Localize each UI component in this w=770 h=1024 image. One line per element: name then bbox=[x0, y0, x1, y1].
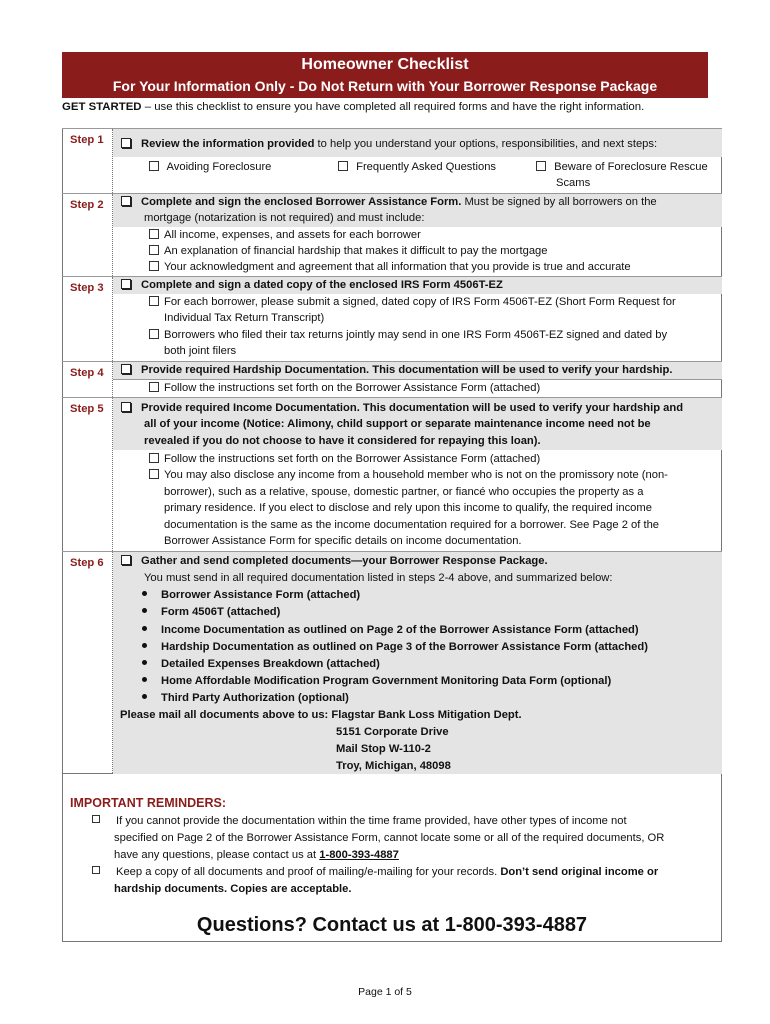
reminders-title: IMPORTANT REMINDERS: bbox=[70, 796, 227, 810]
step-2-heading-cont: mortgage (notarization is not required) and must include: bbox=[144, 212, 425, 224]
bullet-item: Borrower Assistance Form (attached) bbox=[142, 587, 722, 603]
reminder-item-cont: specified on Page 2 of the Borrower Assistance Form, cannot locate some or all of the required documents, OR bbox=[114, 832, 665, 844]
step-3-item-cont: both joint filers bbox=[164, 345, 237, 357]
bullet-item: Hardship Documentation as outlined on Page 3 of the Borrower Assistance Form (attached) bbox=[142, 639, 722, 655]
step-6-row bbox=[62, 552, 722, 774]
checkbox-icon[interactable] bbox=[92, 866, 100, 874]
step-5-item-cont: documentation is the same as the income documentation required for a borrower. See Page 2 of the bbox=[164, 519, 660, 531]
checkbox-icon[interactable] bbox=[149, 296, 159, 306]
step-6-intro: You must send in all required documentation listed in steps 2-4 above, and summarized below: bbox=[144, 572, 613, 584]
step-1-label: Step 1 bbox=[70, 134, 104, 146]
reminder-item: If you cannot provide the documentation within the time frame provided, have other types of income not bbox=[92, 813, 627, 830]
option-faq: Frequently Asked Questions bbox=[338, 159, 722, 175]
bullet-item: Home Affordable Modification Program Government Monitoring Data Form (optional) bbox=[142, 673, 722, 689]
checkbox-icon[interactable] bbox=[121, 402, 131, 412]
address-line: Troy, Michigan, 48098 bbox=[336, 760, 451, 772]
step-5-label: Step 5 bbox=[70, 403, 104, 415]
page-number: Page 1 of 5 bbox=[358, 986, 412, 998]
step-3-item: For each borrower, please submit a signed, dated copy of IRS Form 4506T-EZ (Short Form Request for bbox=[149, 294, 722, 310]
questions-contact: Questions? Contact us at 1-800-393-4887 bbox=[196, 914, 588, 936]
step-1-heading: Review the information provided to help you understand your options, responsibilities, and next steps: bbox=[121, 136, 722, 152]
step-2-item: Your acknowledgment and agreement that all information that you provide is true and accurate bbox=[149, 259, 722, 275]
step-2-item: An explanation of financial hardship that makes it difficult to pay the mortgage bbox=[149, 243, 722, 259]
step-4-heading: Provide required Hardship Documentation. This documentation will be used to verify your hardship. bbox=[121, 362, 722, 378]
bullet-icon bbox=[142, 626, 147, 631]
step-2-item: All income, expenses, and assets for each borrower bbox=[149, 227, 722, 243]
step-3-item-cont: Individual Tax Return Transcript) bbox=[164, 312, 325, 324]
step-5-heading-cont: all of your income (Notice: Alimony, child support or separate maintenance income need not be bbox=[144, 418, 651, 430]
bullet-item: Third Party Authorization (optional) bbox=[142, 690, 722, 706]
step-column bbox=[62, 362, 113, 397]
get-started-text: – use this checklist to ensure you have completed all required forms and have the right information. bbox=[141, 101, 645, 113]
bullet-icon bbox=[142, 591, 147, 596]
step-2-label: Step 2 bbox=[70, 199, 104, 211]
get-started-lead: GET STARTED bbox=[62, 101, 142, 113]
checkbox-icon[interactable] bbox=[121, 555, 131, 565]
option-beware-scams: Beware of Foreclosure Rescue bbox=[536, 159, 722, 175]
checkbox-icon[interactable] bbox=[92, 815, 100, 823]
step-6-heading: Gather and send completed documents—your Borrower Response Package. bbox=[121, 553, 722, 569]
checkbox-icon[interactable] bbox=[149, 261, 159, 271]
step-3-row bbox=[62, 277, 722, 362]
step-column bbox=[62, 194, 113, 276]
header-banner bbox=[62, 52, 708, 98]
option-avoiding-foreclosure: Avoiding Foreclosure bbox=[149, 159, 722, 175]
checkbox-icon[interactable] bbox=[338, 161, 348, 171]
reminder-item: Keep a copy of all documents and proof of mailing/e-mailing for your records. Don’t send original income or bbox=[92, 864, 658, 881]
reminder-item-cont: hardship documents. Copies are acceptable. bbox=[114, 883, 352, 895]
step-5-item: You may also disclose any income from a household member who is not on the promissory note (non- bbox=[149, 467, 722, 483]
checkbox-icon[interactable] bbox=[121, 138, 131, 148]
checkbox-icon[interactable] bbox=[149, 382, 159, 392]
bullet-icon bbox=[142, 694, 147, 699]
bullet-item: Detailed Expenses Breakdown (attached) bbox=[142, 656, 722, 672]
checkbox-icon[interactable] bbox=[149, 161, 159, 171]
step-5-item-cont: Borrower Assistance Form for specific details on income documentation. bbox=[164, 535, 522, 547]
step-4-item: Follow the instructions set forth on the Borrower Assistance Form (attached) bbox=[149, 380, 722, 396]
step-column bbox=[62, 552, 113, 773]
address-line: 5151 Corporate Drive bbox=[336, 726, 449, 738]
checkbox-icon[interactable] bbox=[149, 229, 159, 239]
step-3-item: Borrowers who filed their tax returns jointly may send in one IRS Form 4506T-EZ signed and dated by bbox=[149, 327, 722, 343]
step-5-heading-cont: revealed if you do not choose to have it considered for repaying this loan). bbox=[144, 435, 541, 447]
step-1-row bbox=[62, 128, 722, 194]
phone-link[interactable]: 1-800-393-4887 bbox=[319, 849, 399, 861]
page-title: Homeowner Checklist bbox=[301, 56, 469, 73]
step-5-row bbox=[62, 398, 722, 552]
checkbox-icon[interactable] bbox=[149, 329, 159, 339]
step-5-item: Follow the instructions set forth on the Borrower Assistance Form (attached) bbox=[149, 451, 722, 467]
bullet-icon bbox=[142, 608, 147, 613]
checkbox-icon[interactable] bbox=[149, 453, 159, 463]
reminder-item-cont: have any questions, please contact us at 1-800-393-4887 bbox=[114, 849, 399, 861]
checkbox-icon[interactable] bbox=[536, 161, 546, 171]
mail-instructions: Please mail all documents above to us: Flagstar Bank Loss Mitigation Dept. bbox=[120, 709, 522, 721]
step-5-heading: Provide required Income Documentation. This documentation will be used to verify your hardship and bbox=[121, 400, 722, 416]
checkbox-icon[interactable] bbox=[121, 196, 131, 206]
step-4-label: Step 4 bbox=[70, 367, 104, 379]
bullet-icon bbox=[142, 660, 147, 665]
checkbox-icon[interactable] bbox=[149, 245, 159, 255]
checkbox-icon[interactable] bbox=[149, 469, 159, 479]
option-beware-scams-cont: Scams bbox=[556, 177, 591, 189]
step-2-row bbox=[62, 194, 722, 277]
step-5-item-cont: primary residence. If you elect to disclose and rely upon this income to qualify, the required income bbox=[164, 502, 652, 514]
page-subtitle: For Your Information Only - Do Not Return with Your Borrower Response Package bbox=[112, 78, 658, 94]
step-column bbox=[62, 277, 113, 361]
bullet-item: Form 4506T (attached) bbox=[142, 604, 722, 620]
checkbox-icon[interactable] bbox=[121, 364, 131, 374]
checkbox-icon[interactable] bbox=[121, 279, 131, 289]
bullet-icon bbox=[142, 677, 147, 682]
step-column bbox=[62, 398, 113, 551]
address-line: Mail Stop W-110-2 bbox=[336, 743, 431, 755]
step-2-heading: Complete and sign the enclosed Borrower Assistance Form. Must be signed by all borrowers on the bbox=[121, 194, 722, 210]
get-started-line bbox=[62, 99, 722, 115]
step-3-heading: Complete and sign a dated copy of the enclosed IRS Form 4506T-EZ bbox=[121, 277, 722, 293]
step-column bbox=[62, 129, 113, 193]
step-4-row bbox=[62, 362, 722, 398]
step-6-label: Step 6 bbox=[70, 557, 104, 569]
step-5-item-cont: borrower), such as a relative, spouse, domestic partner, or fiancé who occupies the property as a bbox=[164, 486, 644, 498]
bullet-icon bbox=[142, 643, 147, 648]
step-3-label: Step 3 bbox=[70, 282, 104, 294]
bullet-item: Income Documentation as outlined on Page 2 of the Borrower Assistance Form (attached) bbox=[142, 622, 722, 638]
